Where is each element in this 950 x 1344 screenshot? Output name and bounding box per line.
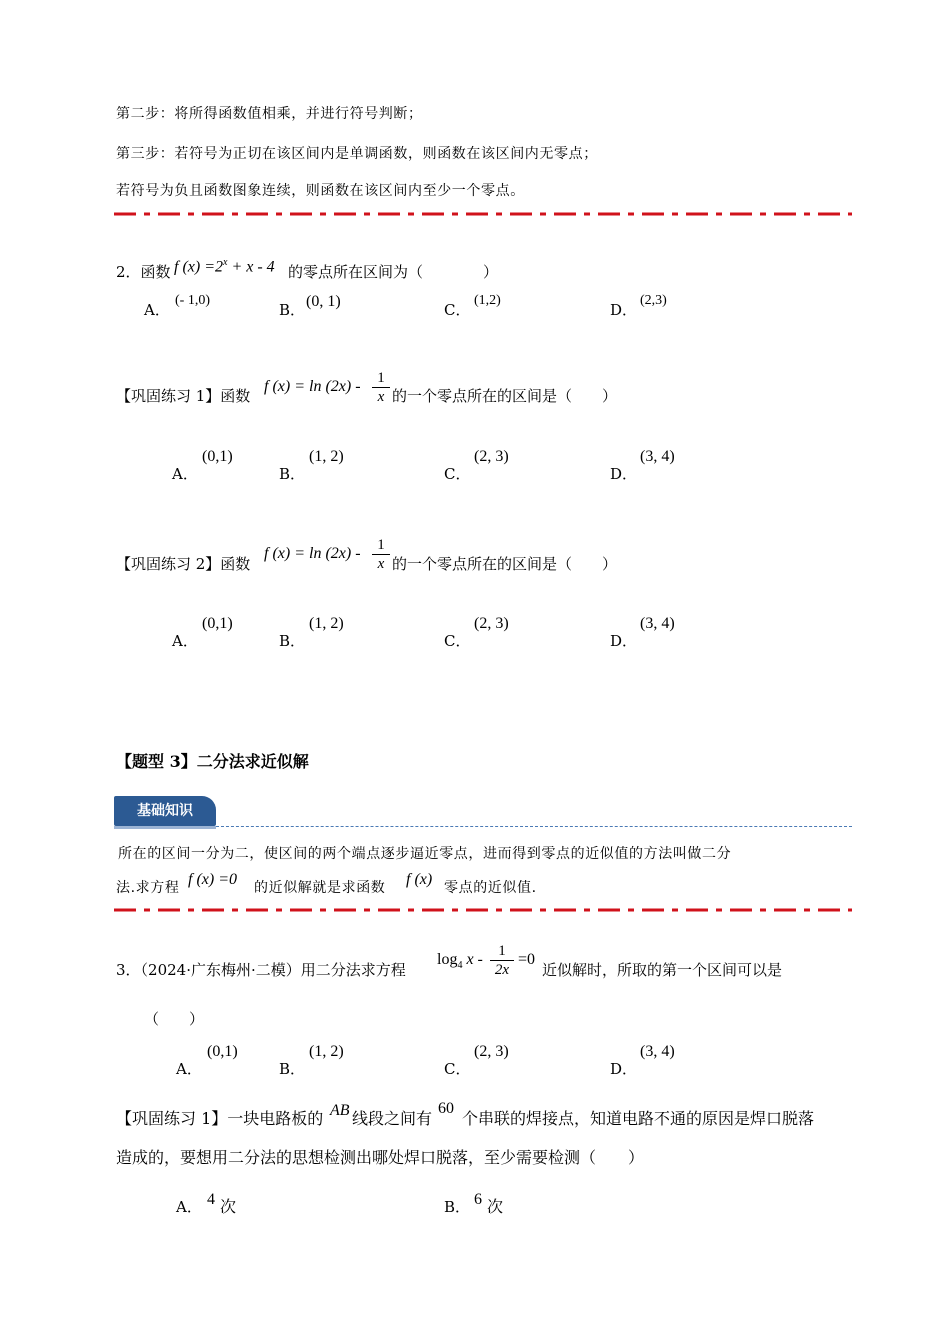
practice-3-ab: AB [330,1102,350,1119]
practice-3-option-b-number: 6 [474,1191,482,1208]
practice-2-option-d-label[interactable]: D． [610,632,638,650]
practice-1-fraction: 1 x [372,369,390,406]
practice-1-option-b-label[interactable]: B． [279,465,306,483]
practice-3-line1a: 【巩固练习 1】一块电路板的 [116,1109,324,1128]
practice-3-line1b: 线段之间有 [352,1109,433,1128]
question-3-option-a-value: (0,1) [207,1043,238,1060]
practice-3-line1c: 个串联的焊接点，知道电路不通的原因是焊口脱落 [462,1109,815,1128]
question-3-option-c-value: (2, 3) [474,1043,509,1060]
practice-3-option-b-unit: 次 [487,1197,504,1216]
practice-3-option-a-label[interactable]: A． [176,1198,202,1216]
knowledge-function: f (x) [406,871,433,888]
knowledge-dashed-line [216,826,852,827]
question-3-fraction: 1 2x [490,942,514,979]
section-divider-2 [114,906,854,914]
practice-2-option-c-label[interactable]: C． [444,632,471,650]
practice-2-option-c-value: (2, 3) [474,615,509,632]
question-3-option-a-label[interactable]: A． [176,1060,202,1078]
question-3-prefix: 3．（2024·广东梅州·二模）用二分法求方程 [116,961,406,979]
section-3-title: 【题型 3】二分法求近似解 [116,752,309,771]
practice-1-option-a-value: (0,1) [202,448,233,465]
step-3-text: 第三步：若符号为正切在该区间内是单调函数，则函数在该区间内无零点； [116,146,598,162]
practice-3-option-a-unit: 次 [220,1197,237,1216]
question-2-option-d-label[interactable]: D． [610,301,638,319]
question-2-option-a-value: (- 1,0) [175,293,210,308]
practice-2-function: f (x) = ln (2x) - [264,545,361,562]
question-2-option-c-value: (1,2) [474,293,501,308]
practice-3-line2: 造成的，要想用二分法的思想检测出哪处焊口脱落，至少需要检测（ ） [116,1148,645,1167]
practice-1-option-c-value: (2, 3) [474,448,509,465]
question-3-log: $\log_4 x$ - [437,951,483,972]
practice-2-fraction: 1 x [372,536,390,573]
question-3-option-c-label[interactable]: C． [444,1060,471,1078]
practice-2-label: 【巩固练习 2】函数 [116,555,251,573]
question-2-number: 2．函数 [116,263,171,281]
practice-1-label: 【巩固练习 1】函数 [116,387,251,405]
practice-1-suffix: 的一个零点所在的区间是（ ） [392,387,618,405]
practice-1-option-d-label[interactable]: D． [610,465,638,483]
question-2-suffix: 的零点所在区间为（ ） [288,263,499,281]
knowledge-text-1: 所在的区间一分为二，使区间的两个端点逐步逼近零点，进而得到零点的近似值的方法叫做二分 [118,846,732,862]
practice-2-option-a-value: (0,1) [202,615,233,632]
question-3-option-d-label[interactable]: D． [610,1060,638,1078]
step-4-text: 若符号为负且函数图象连续，则函数在该区间内至少一个零点。 [116,183,525,199]
knowledge-text-2a: 法.求方程 [116,880,180,896]
practice-2-option-a-label[interactable]: A． [172,632,198,650]
step-2-text: 第二步：将所得函数值相乘，并进行符号判断； [116,106,423,122]
question-2-option-c-label[interactable]: C． [444,301,471,319]
question-2-function: f $(x) =2^x + x - 4$ [174,257,275,276]
knowledge-text-2c: 零点的近似值. [444,880,537,896]
question-3-equals: =0 [518,951,536,968]
practice-3-count: 60 [438,1100,454,1117]
practice-2-option-b-value: (1, 2) [309,615,344,632]
practice-1-option-d-value: (3, 4) [640,448,675,465]
section-divider [114,210,854,218]
question-3-answer-paren: （ ） [144,1010,205,1028]
knowledge-text-2b: 的近似解就是求函数 [254,880,386,896]
question-3-option-b-label[interactable]: B． [279,1060,306,1078]
question-3-option-b-value: (1, 2) [309,1043,344,1060]
practice-2-option-b-label[interactable]: B． [279,632,306,650]
practice-1-option-c-label[interactable]: C． [444,465,471,483]
question-3-option-d-value: (3, 4) [640,1043,675,1060]
practice-1-option-a-label[interactable]: A． [172,465,198,483]
question-2-option-d-value: (2,3) [640,293,667,308]
question-2-option-b-value: (0, 1) [306,293,341,310]
knowledge-equation: f (x) =0 [188,871,237,888]
knowledge-badge: 基础知识 [114,796,216,826]
badge-underline [114,826,216,829]
question-2-option-a-label[interactable]: A． [144,301,170,319]
practice-1-function: f (x) = ln (2x) - [264,378,361,395]
practice-2-option-d-value: (3, 4) [640,615,675,632]
practice-3-option-b-label[interactable]: B． [444,1198,471,1216]
practice-1-option-b-value: (1, 2) [309,448,344,465]
question-3-suffix: 近似解时，所取的第一个区间可以是 [542,961,783,979]
question-2-option-b-label[interactable]: B． [279,301,306,319]
practice-3-option-a-number: 4 [207,1191,215,1208]
practice-2-suffix: 的一个零点所在的区间是（ ） [392,555,618,573]
